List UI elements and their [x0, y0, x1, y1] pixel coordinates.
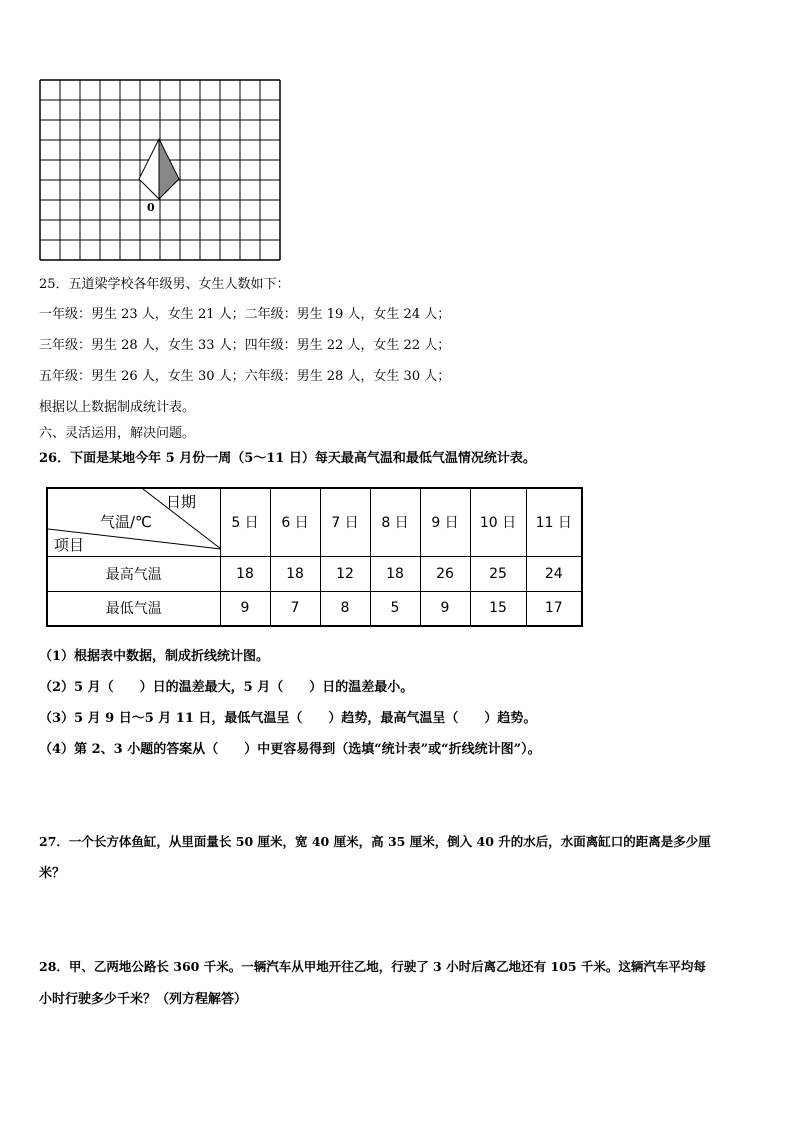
- value-cell: 15: [470, 591, 526, 626]
- q27-line1: 27．一个长方体鱼缸，从里面量长 50 厘米，宽 40 厘米，高 35 厘米，倒入 40 升的水后，水面离缸口的距离是多少厘: [39, 834, 711, 849]
- value-cell: 18: [220, 556, 270, 591]
- corner-date-label: 日期: [166, 493, 197, 511]
- value-cell: 12: [320, 556, 370, 591]
- kite-shaded-half: [159, 139, 179, 199]
- table-header-row: [47, 488, 582, 556]
- table-corner-cell: [47, 488, 220, 556]
- value-cell: 9: [220, 591, 270, 626]
- q26-sub3: （3）5 月 9 日～5 月 11 日，最低气温呈（ ）趋势，最高气温呈（ ）趋势。: [39, 711, 537, 726]
- date-cell: 8 日: [370, 488, 420, 556]
- table-row-low: [47, 591, 582, 626]
- value-cell: 24: [526, 556, 582, 591]
- value-cell: 18: [270, 556, 320, 591]
- q28-line2: 小时行驶多少千米？（列方程解答）: [39, 992, 248, 1007]
- q25-line4: 根据以上数据制成统计表。: [39, 400, 196, 415]
- date-cell: 7 日: [320, 488, 370, 556]
- q26-title: 26．下面是某地今年 5 月份一周（5～11 日）每天最高气温和最低气温情况统计表。: [39, 451, 536, 466]
- date-cell: 10 日: [470, 488, 526, 556]
- value-cell: 18: [370, 556, 420, 591]
- q25-title: 25．五道梁学校各年级男、女生人数如下：: [39, 277, 290, 292]
- value-cell: 5: [370, 591, 420, 626]
- table-row-high: [47, 556, 582, 591]
- kite-left-half: [139, 139, 159, 199]
- temperature-table: [46, 487, 583, 627]
- row-label: 最高气温: [47, 556, 220, 591]
- date-cell: 5 日: [220, 488, 270, 556]
- corner-item-label: 项目: [54, 536, 85, 554]
- q26-sub4: （4）第 2、3 小题的答案从（ ）中更容易得到（选填“统计表”或“折线统计图”）。: [39, 742, 541, 757]
- value-cell: 8: [320, 591, 370, 626]
- date-cell: 6 日: [270, 488, 320, 556]
- q28-line1: 28．甲、乙两地公路长 360 千米。一辆汽车从甲地开往乙地，行驶了 3 小时后离乙地还有 105 千米。这辆汽车平均每: [39, 959, 706, 974]
- grid-figure: [39, 79, 281, 265]
- value-cell: 17: [526, 591, 582, 626]
- value-cell: 9: [420, 591, 470, 626]
- q25-line1: 一年级：男生 23 人，女生 21 人；二年级：男生 19 人，女生 24 人；: [39, 307, 451, 322]
- q25-line3: 五年级：男生 26 人，女生 30 人；六年级：男生 28 人，女生 30 人；: [39, 369, 451, 384]
- date-cell: 11 日: [526, 488, 582, 556]
- corner-temp-label: 气温/℃: [100, 513, 152, 531]
- grid-figure-svg: [39, 79, 281, 261]
- q26-sub2: （2）5 月（ ）日的温差最大，5 月（ ）日的温差最小。: [39, 680, 414, 695]
- q25-line2: 三年级：男生 28 人，女生 33 人；四年级：男生 22 人，女生 22 人；: [39, 338, 451, 353]
- origin-label: 0: [147, 201, 155, 214]
- value-cell: 7: [270, 591, 320, 626]
- date-cell: 9 日: [420, 488, 470, 556]
- value-cell: 25: [470, 556, 526, 591]
- section-six-heading: 六、灵活运用，解决问题。: [39, 426, 196, 441]
- value-cell: 26: [420, 556, 470, 591]
- q27-line2: 米？: [39, 866, 66, 881]
- q26-sub1: （1）根据表中数据，制成折线统计图。: [39, 649, 270, 664]
- row-label: 最低气温: [47, 591, 220, 626]
